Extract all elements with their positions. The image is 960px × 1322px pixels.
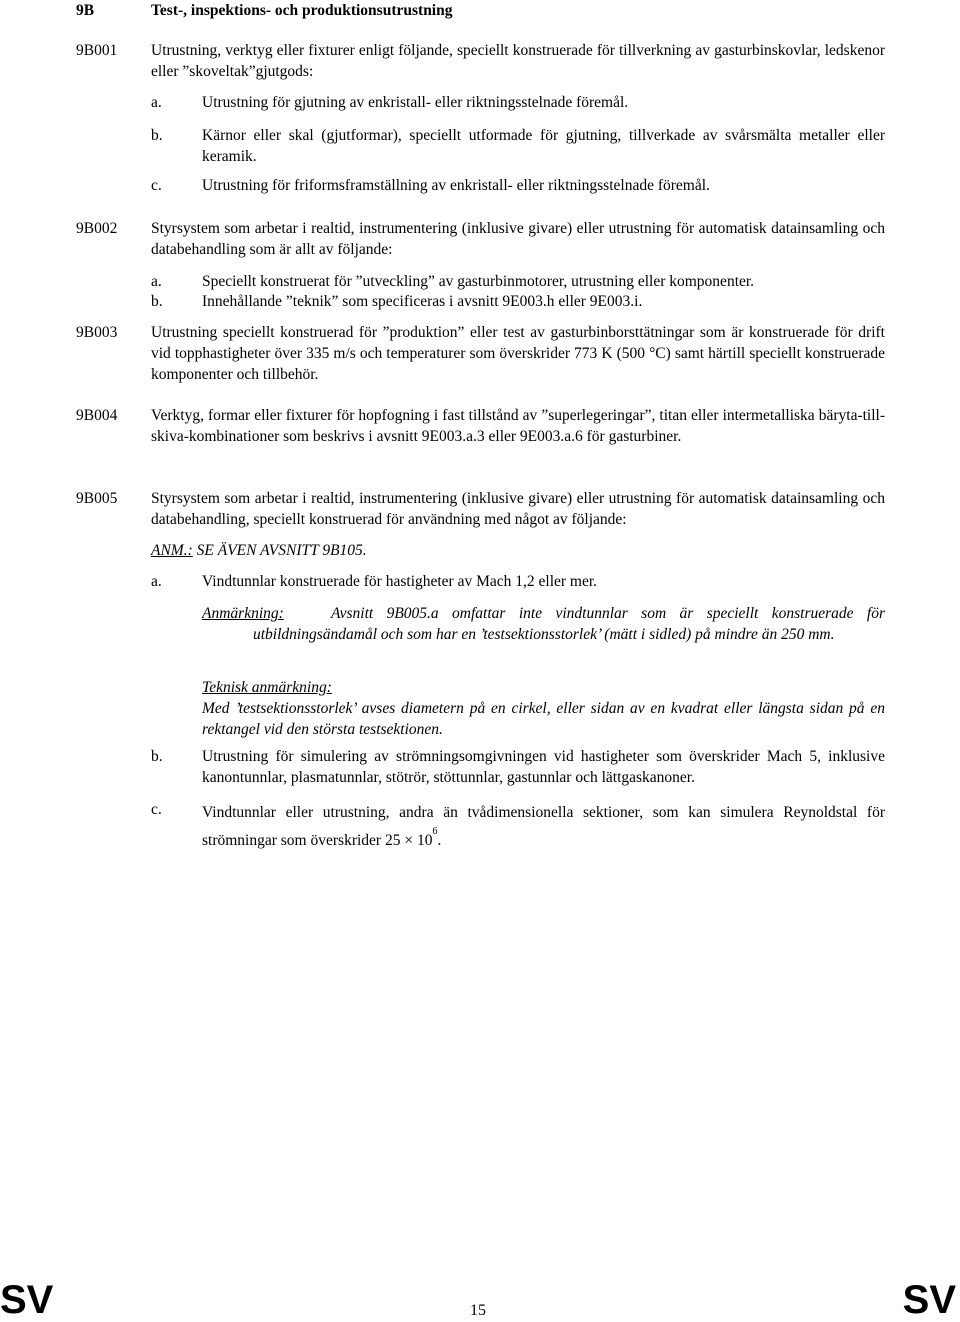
chapter-code: 9B: [76, 2, 95, 19]
item-label: a.: [151, 273, 162, 290]
section-text: Verktyg, formar eller fixturer för hopfogning i fast tillstånd av ”superlegeringar”, titan eller intermetalliska bäryta-till-skiva-kombinationer som beskrivs i avsnitt 9E003.a.3 eller 9E003.a.6 för gasturbiner.: [151, 407, 885, 445]
anm-text: SE ÄVEN AVSNITT 9B105.: [192, 542, 367, 559]
item-text: Utrustning för gjutning av enkristall- eller riktningsstelnade föremål.: [202, 94, 629, 111]
footer-language-right: SV: [902, 1278, 956, 1322]
technical-note-label: Teknisk anmärkning:: [202, 679, 332, 696]
section-text: Utrustning, verktyg eller fixturer enligt följande, speciellt konstruerade för tillverkning av gasturbinskovlar, ledskenor eller ”skoveltak”gjutgods:: [151, 42, 885, 80]
section-code: 9B005: [76, 490, 118, 507]
item-label: b.: [151, 293, 163, 310]
anm-label: ANM.:: [151, 542, 193, 559]
item-text-main: Vindtunnlar eller utrustning, andra än tvådimensionella sektioner, som kan simulera Reynoldstal för strömningar som överskrider 25 × 10: [202, 804, 885, 849]
remark-text: Avsnitt 9B005.a omfattar inte vindtunnlar som är speciellt konstruerade för utbildningsändamål och som har en ’testsektionsstorlek’ (mätt i sidled) på mindre än 250 mm.: [253, 605, 885, 643]
item-text-tail: .: [437, 832, 442, 849]
item-label: b.: [151, 748, 163, 765]
item-label: a.: [151, 573, 162, 590]
item-text: Speciellt konstruerat för ”utveckling” av gasturbinmotorer, utrustning eller komponenter.: [202, 273, 755, 290]
section-text: Styrsystem som arbetar i realtid, instrumentering (inklusive givare) eller utrustning för automatisk datainsamling och databehandling som är allt av följande:: [151, 220, 885, 258]
page-number: 15: [470, 1302, 486, 1319]
item-text: Utrustning för friformsframställning av enkristall- eller riktningsstelnade föremål.: [202, 177, 710, 194]
item-label: c.: [151, 177, 162, 194]
item-text: Vindtunnlar konstruerade för hastigheter av Mach 1,2 eller mer.: [202, 573, 598, 590]
section-code: 9B003: [76, 324, 118, 341]
section-text: Styrsystem som arbetar i realtid, instrumentering (inklusive givare) eller utrustning för automatisk datainsamling och databehandling, speciellt konstruerad för användning med något av följande:: [151, 490, 885, 528]
section-text: Utrustning speciellt konstruerad för ”produktion” eller test av gasturbinborsttätningar som är konstruerade för drift vid topphastigheter över 335 m/s och temperaturer som överskrider 773 K (500 °C) samt härtill speciellt konstruerade komponenter och tillbehör.: [151, 324, 885, 383]
technical-note: [202, 677, 885, 740]
item-text: [202, 799, 885, 857]
remark-label: Anmärkning:: [202, 605, 284, 622]
footer-language-left: SV: [0, 1278, 54, 1322]
section-code: 9B004: [76, 407, 118, 424]
superscript: 6: [432, 826, 438, 837]
item-text: Innehållande ”teknik” som specificeras i avsnitt 9E003.h eller 9E003.i.: [202, 293, 643, 310]
anm-note: [151, 540, 885, 561]
item-label: b.: [151, 127, 163, 144]
section-code: 9B001: [76, 42, 118, 59]
chapter-title: Test-, inspektions- och produktionsutrustning: [151, 2, 453, 19]
section-code: 9B002: [76, 220, 118, 237]
item-text: Kärnor eller skal (gjutformar), speciellt utformade för gjutning, tillverkade av svårsmälta metaller eller keramik.: [202, 127, 885, 165]
item-text: Utrustning för simulering av strömningsomgivningen vid hastigheter som överskrider Mach 5, inklusive kanontunnlar, plasmatunnlar, stötrör, stöttunnlar, gastunnlar och lättgaskanoner.: [202, 748, 885, 786]
item-label: a.: [151, 94, 162, 111]
item-label: c.: [151, 801, 162, 818]
technical-note-text: Med ’testsektionsstorlek’ avses diametern på en cirkel, eller sidan av en kvadrat eller längsta sidan på en rektangel vid den största testsektionen.: [202, 700, 885, 738]
